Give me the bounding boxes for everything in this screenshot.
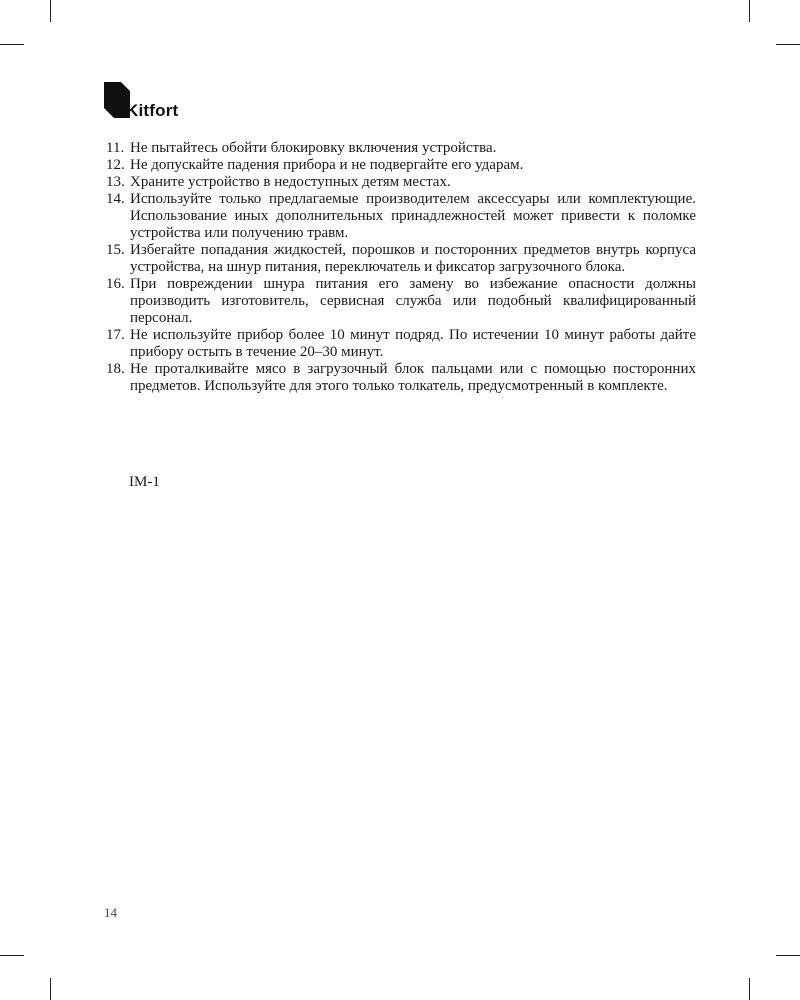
item-number: 18. <box>106 361 125 377</box>
list-item <box>106 276 696 327</box>
list-item <box>106 327 696 361</box>
crop-mark <box>0 44 24 45</box>
item-text: Не используйте прибор более 10 минут подряд. По истечении 10 минут работы дайте прибору остыть в течение 20–30 минут. <box>130 327 696 360</box>
item-number: 12. <box>106 157 125 173</box>
item-text: Не проталкивайте мясо в загрузочный блок пальцами или с помощью посторонних предметов. Используйте для этого только толкатель, предусмотренный в комплекте. <box>130 361 696 394</box>
crop-mark <box>776 44 800 45</box>
item-number: 16. <box>106 276 125 292</box>
item-text: Используйте только предлагаемые производителем аксессуары или комплектующие. Использование иных дополнительных принадлежностей может привести к поломке устройства или получению травм. <box>130 191 696 241</box>
crop-mark <box>749 0 750 22</box>
item-number: 15. <box>106 242 125 258</box>
item-text: Избегайте попадания жидкостей, порошков и посторонних предметов внутрь корпуса устройства, на шнур питания, переключатель и фиксатор загрузочного блока. <box>130 242 696 275</box>
item-text: Не пытайтесь обойти блокировку включения устройства. <box>130 140 497 156</box>
list-item <box>106 191 696 242</box>
list-item <box>106 361 696 395</box>
list-item <box>106 174 696 191</box>
crop-mark <box>749 978 750 1000</box>
page-number: 14 <box>104 905 117 920</box>
item-number: 14. <box>106 191 125 207</box>
item-number: 17. <box>106 327 125 343</box>
crop-mark <box>776 955 800 956</box>
crop-mark <box>50 0 51 22</box>
list-item <box>106 140 696 157</box>
item-text: Храните устройство в недоступных детям местах. <box>130 174 451 190</box>
list-item <box>106 242 696 276</box>
list-item <box>106 157 696 174</box>
model-code: IM-1 <box>129 474 160 490</box>
item-number: 13. <box>106 174 125 190</box>
crop-mark <box>50 978 51 1000</box>
brand-name: Kitfort <box>126 101 179 120</box>
crop-mark <box>0 955 24 956</box>
item-number: 11. <box>106 140 125 156</box>
item-text: Не допускайте падения прибора и не подвергайте его ударам. <box>130 157 524 173</box>
safety-instructions-list <box>106 140 696 395</box>
item-text: При повреждении шнура питания его замену во избежание опасности должны производить изготовитель, сервисная служба или подобный квалифицированный персонал. <box>130 276 696 326</box>
